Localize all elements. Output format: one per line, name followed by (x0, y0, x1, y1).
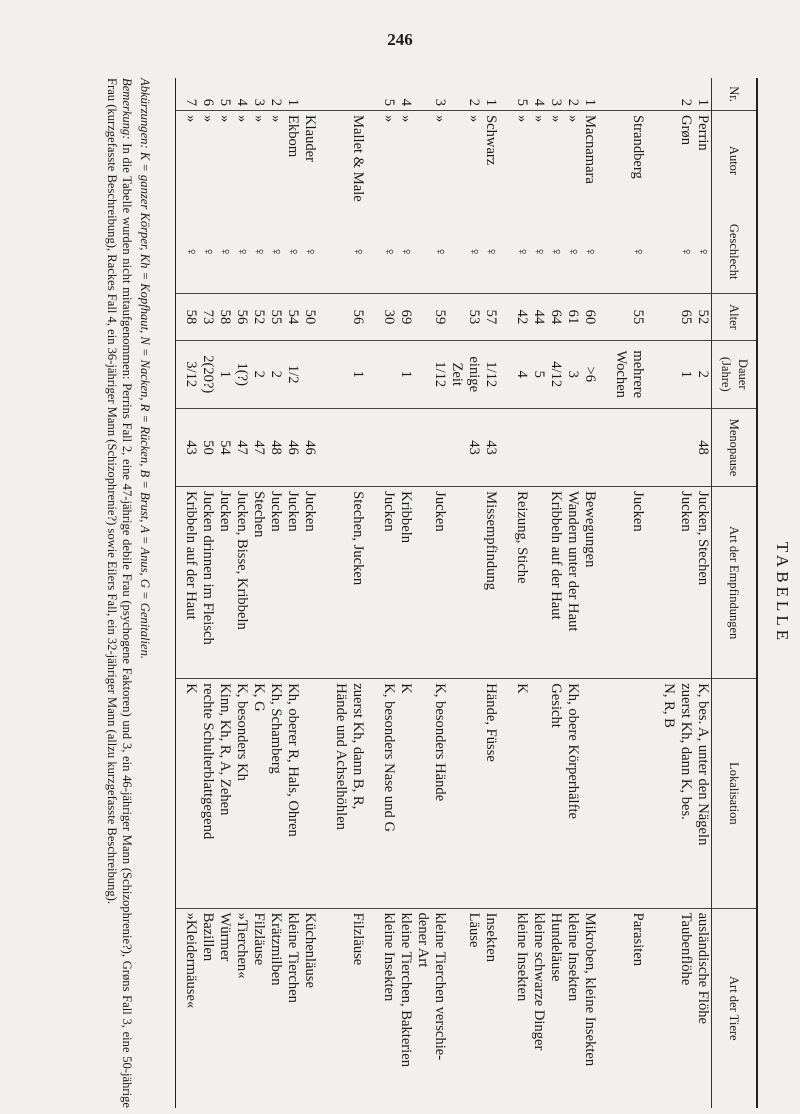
cell-autor: » (531, 115, 547, 123)
table-row (530, 78, 547, 1108)
cell-tiere: dener Art (415, 912, 431, 968)
cell-alter: 61 (564, 294, 581, 340)
cell-nr: 1 (284, 78, 301, 111)
cell-menopause: 48 (267, 408, 284, 486)
cell-lokalisation: Kinn, Kh, R, A, Zehen (216, 679, 233, 908)
cell-geschlecht: ♀ (301, 210, 325, 294)
cell-lokalisation: Hände und Achselhöhlen (325, 679, 349, 908)
cell-lokalisation: zuerst Kh, dann K, bes. (677, 679, 694, 908)
table-row (233, 78, 250, 1108)
cell-menopause: 43 (176, 408, 200, 486)
cell-geschlecht: ♀ (284, 210, 301, 294)
cell-tiere: kleine Tierchen verschie- (432, 912, 448, 1061)
cell-dauer: mehrere (629, 340, 653, 408)
cell-lokalisation: K (176, 679, 200, 908)
cell-geschlecht: ♀ (176, 210, 200, 294)
cell-dauer: 1 (349, 340, 373, 408)
cell-tiere: Mikroben, kleine Insekten (582, 912, 598, 1067)
cell-nr: 1 (694, 78, 712, 111)
cell-geschlecht: ♀ (581, 210, 605, 294)
cell-empfindungen (325, 487, 349, 679)
cell-lokalisation (448, 679, 465, 908)
cell-nr: 3 (547, 78, 564, 111)
cell-tiere: Parasiten (630, 912, 646, 967)
cell-lokalisation: K, besonders Kh (233, 679, 250, 908)
cell-tiere: kleine Tierchen, Bakterien (398, 912, 414, 1067)
cell-empfindungen: Jucken (629, 487, 653, 679)
cell-autor: » (398, 115, 414, 123)
cell-menopause (530, 408, 547, 486)
cell-geschlecht: ♀ (199, 210, 216, 294)
cell-empfindungen: Kribbeln auf der Haut (176, 487, 200, 679)
cell-dauer (373, 340, 397, 408)
cell-tiere: Würmer (217, 912, 233, 962)
cell-dauer: 2 (267, 340, 284, 408)
header-dauer: Dauer (Jahre) (712, 340, 758, 408)
cell-lokalisation: K, bes. A, unter den Nägeln (694, 679, 712, 908)
table-row (267, 78, 284, 1108)
table-row (547, 78, 564, 1108)
rotated-table-block (60, 78, 800, 1108)
cell-geschlecht (653, 210, 677, 294)
cell-menopause: 43 (482, 408, 506, 486)
cell-autor: Strandberg (630, 115, 646, 179)
cell-alter (605, 294, 629, 340)
cell-dauer: 3 (564, 340, 581, 408)
header-alter: Alter (712, 294, 758, 340)
cell-autor (653, 111, 677, 210)
cell-lokalisation: zuerst Kh, dann B, R, (349, 679, 373, 908)
cell-alter: 65 (677, 294, 694, 340)
cell-tiere (605, 908, 629, 1108)
cell-lokalisation: Gesicht (547, 679, 564, 908)
cell-alter: 42 (506, 294, 530, 340)
cell-geschlecht: ♀ (431, 210, 448, 294)
cell-empfindungen: Kribbeln auf der Haut (547, 487, 564, 679)
cell-autor: Macnamara (582, 115, 598, 184)
cell-alter: 56 (233, 294, 250, 340)
cell-empfindungen: Jucken (216, 487, 233, 679)
cell-nr: 5 (506, 78, 530, 111)
cell-dauer: Zeit (448, 340, 465, 408)
cell-empfindungen (530, 487, 547, 679)
cell-alter: 54 (284, 294, 301, 340)
cell-menopause (349, 408, 373, 486)
cell-alter: 73 (199, 294, 216, 340)
cell-nr: 2 (677, 78, 694, 111)
cell-autor: Mallet & Male (350, 115, 366, 202)
table-row (482, 78, 506, 1108)
table-row (301, 78, 325, 1108)
cell-lokalisation (465, 679, 482, 908)
cell-geschlecht: ♀ (694, 210, 712, 294)
cell-lokalisation (414, 679, 431, 908)
cell-tiere: Insekten (483, 912, 499, 963)
cell-menopause: 43 (465, 408, 482, 486)
cell-lokalisation: Hände, Füsse (482, 679, 506, 908)
cell-lokalisation: K, besonders Hände (431, 679, 448, 908)
table-row (349, 78, 373, 1108)
cell-tiere (448, 908, 465, 1108)
cell-dauer: 1/2 (284, 340, 301, 408)
cell-geschlecht: ♀ (506, 210, 530, 294)
cell-nr: 6 (199, 78, 216, 111)
cell-dauer (301, 340, 325, 408)
cell-nr: 2 (465, 78, 482, 111)
cell-autor: » (381, 115, 397, 123)
table-row (605, 78, 629, 1108)
cell-empfindungen: Stechen (250, 487, 267, 679)
cell-geschlecht: ♀ (564, 210, 581, 294)
cell-geschlecht (448, 210, 465, 294)
cell-geschlecht (605, 210, 629, 294)
cell-dauer: 5 (530, 340, 547, 408)
cell-dauer: 2 (250, 340, 267, 408)
cell-alter (448, 294, 465, 340)
cell-autor (605, 111, 629, 210)
cell-empfindungen (465, 487, 482, 679)
cell-tiere: Bazillen (200, 912, 216, 962)
cell-tiere: Küchenläuse (302, 912, 318, 988)
cell-nr: 1 (581, 78, 605, 111)
cell-menopause (448, 408, 465, 486)
cell-alter (414, 294, 431, 340)
cell-nr: 2 (564, 78, 581, 111)
cell-dauer: 4 (506, 340, 530, 408)
cell-empfindungen: Jucken (677, 487, 694, 679)
cell-autor: » (176, 111, 200, 210)
cell-nr (653, 78, 677, 111)
cell-alter: 52 (694, 294, 712, 340)
cell-alter: 57 (482, 294, 506, 340)
cell-tiere: Filzläuse (251, 912, 267, 966)
cell-menopause (547, 408, 564, 486)
cell-alter: 60 (581, 294, 605, 340)
cell-autor: » (234, 115, 250, 123)
header-empfindungen: Art der Empfindungen (712, 487, 758, 679)
cell-menopause: 47 (233, 408, 250, 486)
cell-nr (448, 78, 465, 111)
cell-alter: 55 (629, 294, 653, 340)
cell-lokalisation: Kh, obere Körperhälfte (564, 679, 581, 908)
header-menopause: Menopause (712, 408, 758, 486)
cell-autor: » (217, 115, 233, 123)
table-row (373, 78, 397, 1108)
cell-menopause (605, 408, 629, 486)
cell-dauer: 1 (397, 340, 414, 408)
cell-menopause: 47 (250, 408, 267, 486)
cell-alter (325, 294, 349, 340)
cell-lokalisation: N, R, B (653, 679, 677, 908)
cell-menopause: 46 (284, 408, 301, 486)
cell-autor: Grøn (678, 115, 694, 146)
cell-geschlecht: ♀ (482, 210, 506, 294)
cell-geschlecht (414, 210, 431, 294)
cell-menopause (397, 408, 414, 486)
table-row (199, 78, 216, 1108)
cell-empfindungen (653, 487, 677, 679)
cell-tiere: kleine schwarze Dinger (531, 912, 547, 1051)
cell-alter: 30 (373, 294, 397, 340)
cell-autor: » (514, 115, 530, 123)
data-table (175, 78, 758, 1108)
cell-geschlecht: ♀ (233, 210, 250, 294)
cell-autor: » (268, 115, 284, 123)
table-row (506, 78, 530, 1108)
cell-tiere: ausländische Flöhe (695, 912, 711, 1025)
cell-autor: » (200, 115, 216, 123)
cell-autor: Schwarz (483, 115, 499, 166)
cell-lokalisation: K, besonders Nase und G (373, 679, 397, 908)
cell-lokalisation: K (506, 679, 530, 908)
cell-tiere: Läuse (466, 912, 482, 948)
cell-tiere: »Kleidermäuse« (176, 908, 200, 1108)
cell-menopause (506, 408, 530, 486)
table-row (448, 78, 465, 1108)
cell-menopause (677, 408, 694, 486)
cell-lokalisation: Kh, oberer R, Hals, Ohren (284, 679, 301, 908)
cell-nr: 4 (233, 78, 250, 111)
cell-empfindungen: Jucken (284, 487, 301, 679)
remark-note (104, 78, 134, 1108)
cell-nr: 4 (397, 78, 414, 111)
cell-menopause: 48 (694, 408, 712, 486)
cell-dauer: einige (465, 340, 482, 408)
cell-alter: 53 (465, 294, 482, 340)
table-row (564, 78, 581, 1108)
cell-alter: 55 (267, 294, 284, 340)
table-row (653, 78, 677, 1108)
cell-geschlecht: ♀ (397, 210, 414, 294)
header-lokalisation: Lokalisation (712, 679, 758, 908)
cell-lokalisation (581, 679, 605, 908)
header-nr: Nr. (712, 78, 758, 111)
cell-alter: 58 (216, 294, 233, 340)
cell-tiere: kleine Tierchen (285, 912, 301, 1003)
cell-dauer: >6 (581, 340, 605, 408)
cell-menopause: 46 (301, 408, 325, 486)
abbreviations-label: Abkürzungen: (138, 78, 152, 149)
cell-autor: » (548, 115, 564, 123)
cell-dauer: 3/12 (176, 340, 200, 408)
cell-autor: » (565, 115, 581, 123)
cell-lokalisation: rechte Schulterblattgegend (199, 679, 216, 908)
cell-dauer: Wochen (605, 340, 629, 408)
cell-autor (414, 111, 431, 210)
table-notes (101, 78, 152, 1108)
page-number: 246 (387, 30, 413, 49)
cell-alter: 69 (397, 294, 414, 340)
cell-empfindungen: Jucken (431, 487, 448, 679)
cell-tiere (653, 908, 677, 1108)
cell-tiere: kleine Insekten (514, 912, 530, 1002)
cell-dauer: 2 (694, 340, 712, 408)
cell-empfindungen (448, 487, 465, 679)
cell-geschlecht: ♀ (250, 210, 267, 294)
table-row (629, 78, 653, 1108)
table-row (397, 78, 414, 1108)
cell-geschlecht: ♀ (216, 210, 233, 294)
cell-menopause (373, 408, 397, 486)
cell-nr: 4 (530, 78, 547, 111)
cell-nr (349, 78, 373, 111)
remark-text: In die Tabelle wurden nicht mitaufgenommen: Perrins Fall 2, eine 47-jährige debile Frau (psychogene Faktoren) und 3, ein 46-jähriger Mann (Schizophrenie?), Grøns Fall 3, eine 50-jährige Frau (kurzgefasste Beschreibung), Rackes Fall 4, ein 36-jähriger Mann (Schizophrenie?) sowie Eilers Fall, ein 32-jähriger Mann (allzu kurzgefasste Beschreibung). (105, 78, 134, 1109)
cell-empfindungen: Jucken drinnen im Fleisch (199, 487, 216, 679)
cell-alter (653, 294, 677, 340)
table-row (216, 78, 233, 1108)
cell-alter: 44 (530, 294, 547, 340)
cell-nr: 3 (431, 78, 448, 111)
cell-autor (325, 111, 349, 210)
cell-empfindungen: Stechen, Jucken (349, 487, 373, 679)
table-title: TABELLE (773, 541, 792, 645)
cell-autor: » (466, 115, 482, 123)
cell-geschlecht: ♀ (629, 210, 653, 294)
cell-nr: 2 (267, 78, 284, 111)
table-row (677, 78, 694, 1108)
cell-geschlecht: ♀ (547, 210, 564, 294)
cell-menopause: 50 (199, 408, 216, 486)
cell-autor: Perrin (695, 115, 711, 151)
cell-menopause (431, 408, 448, 486)
abbreviations-text: K = ganzer Körper, Kh = Kopfhaut, N = Nacken, R = Rücken, B = Brust, A = Anus, G = Genitalien. (138, 151, 152, 660)
cell-lokalisation: K (397, 679, 414, 908)
table-row (431, 78, 448, 1108)
cell-dauer: 4/12 (547, 340, 564, 408)
table-header-row (712, 78, 758, 1108)
cell-menopause (325, 408, 349, 486)
cell-empfindungen: Kribbeln (397, 487, 414, 679)
cell-empfindungen: Jucken (301, 487, 325, 679)
cell-alter: 52 (250, 294, 267, 340)
header-geschlecht: Geschlecht (712, 210, 758, 294)
cell-lokalisation (301, 679, 325, 908)
cell-autor: Ekbom (285, 115, 301, 158)
cell-nr (301, 78, 325, 111)
cell-autor (448, 111, 465, 210)
cell-menopause (629, 408, 653, 486)
cell-dauer (653, 340, 677, 408)
cell-dauer: 1(?) (233, 340, 250, 408)
cell-geschlecht: ♀ (349, 210, 373, 294)
cell-nr: 7 (176, 78, 200, 111)
cell-tiere: »Tierchen« (234, 912, 250, 979)
cell-tiere: Filzläuse (350, 912, 366, 966)
cell-autor: » (251, 115, 267, 123)
cell-nr (629, 78, 653, 111)
cell-empfindungen: Jucken (373, 487, 397, 679)
cell-nr: 3 (250, 78, 267, 111)
cell-tiere: Krätzmilben (268, 912, 284, 986)
cell-dauer: 1 (677, 340, 694, 408)
cell-geschlecht: ♀ (677, 210, 694, 294)
cell-dauer: 1/12 (482, 340, 506, 408)
table-row (176, 78, 200, 1108)
table-row (414, 78, 431, 1108)
cell-lokalisation: Kh, Schamberg (267, 679, 284, 908)
cell-nr: 1 (482, 78, 506, 111)
cell-autor: » (432, 115, 448, 123)
cell-empfindungen: Jucken (267, 487, 284, 679)
table-body (176, 78, 712, 1108)
cell-menopause (581, 408, 605, 486)
cell-nr: 5 (373, 78, 397, 111)
cell-dauer: 1 (216, 340, 233, 408)
cell-menopause (653, 408, 677, 486)
cell-geschlecht: ♀ (373, 210, 397, 294)
cell-geschlecht: ♀ (267, 210, 284, 294)
cell-autor: Klauder (302, 115, 318, 163)
cell-alter: 58 (176, 294, 200, 340)
cell-nr: 5 (216, 78, 233, 111)
abbreviations-note (137, 78, 152, 1108)
cell-empfindungen: Jucken, Stechen (694, 487, 712, 679)
cell-alter: 56 (349, 294, 373, 340)
header-tiere: Art der Tiere (712, 908, 758, 1108)
table-row (465, 78, 482, 1108)
cell-dauer (414, 340, 431, 408)
cell-empfindungen: Missempfindung (482, 487, 506, 679)
table-row (250, 78, 267, 1108)
header-autor: Autor (712, 111, 758, 210)
cell-dauer: 1/12 (431, 340, 448, 408)
cell-empfindungen: Bewegungen (581, 487, 605, 679)
cell-lokalisation (629, 679, 653, 908)
cell-lokalisation (605, 679, 629, 908)
cell-lokalisation (530, 679, 547, 908)
cell-dauer (325, 340, 349, 408)
remark-label: Bemerkung: (120, 78, 134, 140)
cell-tiere: kleine Insekten (565, 912, 581, 1002)
cell-empfindungen: Wandern unter der Haut (564, 487, 581, 679)
cell-nr (325, 78, 349, 111)
cell-geschlecht: ♀ (530, 210, 547, 294)
cell-tiere: kleine Insekten (381, 912, 397, 1002)
cell-alter: 59 (431, 294, 448, 340)
cell-tiere (325, 908, 349, 1108)
cell-nr (605, 78, 629, 111)
cell-empfindungen: Reizung, Stiche (506, 487, 530, 679)
cell-menopause: 54 (216, 408, 233, 486)
cell-lokalisation: K, G (250, 679, 267, 908)
cell-alter: 50 (301, 294, 325, 340)
cell-nr (414, 78, 431, 111)
table-row (694, 78, 712, 1108)
table-row (325, 78, 349, 1108)
cell-geschlecht: ♀ (465, 210, 482, 294)
cell-empfindungen (605, 487, 629, 679)
table-row (284, 78, 301, 1108)
cell-menopause (414, 408, 431, 486)
cell-dauer: 2(20?) (199, 340, 216, 408)
table-row (581, 78, 605, 1108)
cell-empfindungen: Jucken, Bisse, Kribbeln (233, 487, 250, 679)
cell-geschlecht (325, 210, 349, 294)
cell-tiere: Taubenflöhe (678, 912, 694, 986)
cell-alter: 64 (547, 294, 564, 340)
cell-empfindungen (414, 487, 431, 679)
cell-menopause (564, 408, 581, 486)
cell-tiere: Hundeläuse (548, 912, 564, 982)
